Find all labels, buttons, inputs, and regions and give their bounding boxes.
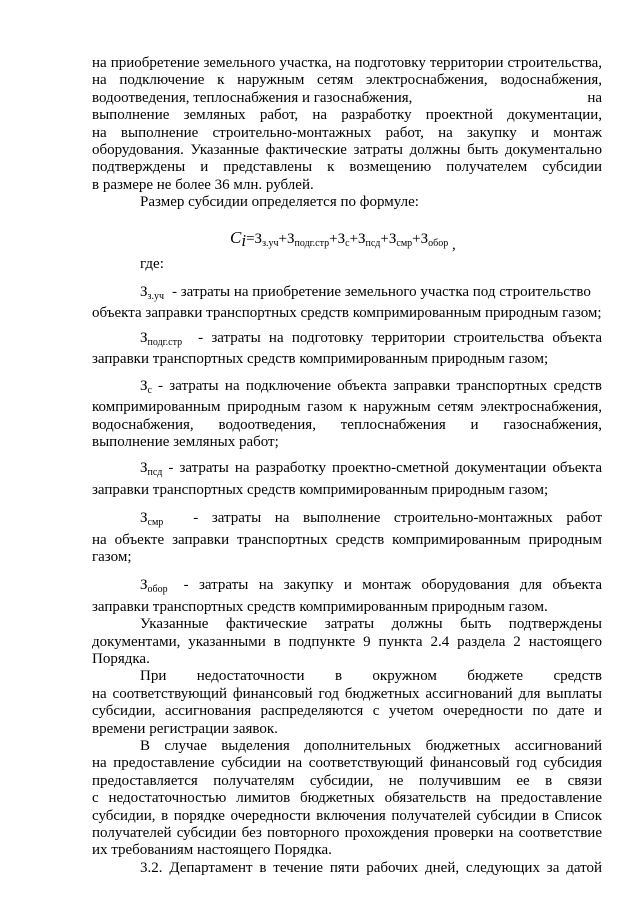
variable-symbol: $З_{обор}$	[140, 577, 168, 596]
paragraph-1-line: оборудования. Указанные фактические затраты должны быть документально	[92, 142, 602, 159]
variable-symbol: $З_{смр}$	[140, 510, 164, 529]
paragraph-4-line: субсидии, в порядке очередности включения получателей субсидии в Список	[92, 807, 602, 824]
paragraph-2-line: Указанные фактические затраты должны быть подтверждены	[140, 616, 602, 633]
paragraph-5-line: 3.2. Департамент в течение пяти рабочих дней, следующих за датой	[140, 859, 602, 876]
paragraph-1-line: выполнение земляных работ, на разработку проектной документации,	[92, 107, 602, 124]
paragraph-3-line: субсидии, ассигнования распределяются с учетом очередности по дате и	[92, 703, 602, 720]
definition-item: $З_{подг.стр}$ - затраты на подготовку территории строительства объекта заправки транспортных средств компримированным природным газом;	[92, 329, 602, 368]
definition-item: $З_{з.уч}$ - затраты на приобретение земельного участка под строительство объекта заправки транспортных средств компримированным природным газом;	[92, 284, 602, 322]
paragraph-3-line: времени регистрации заявок.	[92, 720, 278, 737]
where-label: где:	[140, 255, 164, 272]
paragraph-2-line: Порядка.	[92, 650, 150, 667]
variable-symbol: $З_{з.уч}$	[140, 284, 164, 303]
paragraph-1-line: в размере не более 36 млн. рублей.	[92, 176, 314, 193]
paragraph-4-line: на предоставление субсидии на соответствующий финансовый год субсидия	[92, 755, 602, 772]
paragraph-4-line: с недостаточностью лимитов бюджетных обязательств на предоставление	[92, 790, 602, 807]
paragraph-2-line: документами, указанными в подпункте 9 пункта 2.4 раздела 2 настоящего	[92, 633, 602, 650]
definition-item: $З_{псд}$ - затраты на разработку проектно-сметной документации объекта заправки транспортных средств компримированным природным газом;	[92, 460, 602, 498]
paragraph-3-line: на соответствующий финансовый год бюджетных ассигнований для выплаты	[92, 685, 602, 702]
definition-item: $З_с$ - затраты на подключение объекта заправки транспортных средств компримированным природным газом к наружным сетям электроснабжения, водоснабжения, водоотведения, теплоснабжения и газоснабжения, выполнение земляных работ;	[92, 377, 602, 450]
definition-item: $З_{смр}$ - затраты на выполнение строительно-монтажных работ на объекте заправки транспортных средств компримированным природным газом;	[92, 510, 602, 565]
formula-intro: Размер субсидии определяется по формуле:	[140, 194, 419, 211]
paragraph-1-line: на выполнение строительно-монтажных работ, на закупку и монтаж	[92, 124, 602, 141]
paragraph-4-line: предоставляется получателям субсидии, не получившим ее в связи	[92, 772, 602, 789]
paragraph-4-line: их требованиям настоящего Порядка.	[92, 842, 332, 859]
variable-symbol: $З_с$	[140, 377, 152, 396]
subsidy-formula: $C_i=З_{з.уч}+З_{подг.стр}+З_с+З_{псд}+З_{смр}+З_{обор}$ ,	[230, 228, 456, 253]
paragraph-4-line: В случае выделения дополнительных бюджетных ассигнований	[140, 738, 602, 754]
paragraph-1-line: на подключение к наружным сетям электроснабжения, водоснабжения,	[92, 72, 602, 89]
paragraph-1-line: подтверждены и представлены к возмещению получателем субсидии	[92, 159, 602, 176]
definition-item: $З_{обор}$ - затраты на закупку и монтаж оборудования для объекта заправки транспортных средств компримированным природным газом.	[92, 577, 602, 615]
paragraph-1-line: на приобретение земельного участка, на подготовку территории строительства,	[92, 55, 602, 71]
variable-symbol: $З_{подг.стр}$	[140, 329, 183, 348]
variable-symbol: $З_{псд}$	[140, 460, 163, 479]
paragraph-3-line: При недостаточности в окружном бюджете средств	[140, 668, 602, 685]
document-page	[92, 55, 602, 877]
paragraph-1-line: водоотведения, теплоснабжения и газоснабжения, на	[92, 89, 602, 106]
paragraph-4-line: получателей субсидии без повторного прохождения проверки на соответствие	[92, 825, 602, 842]
